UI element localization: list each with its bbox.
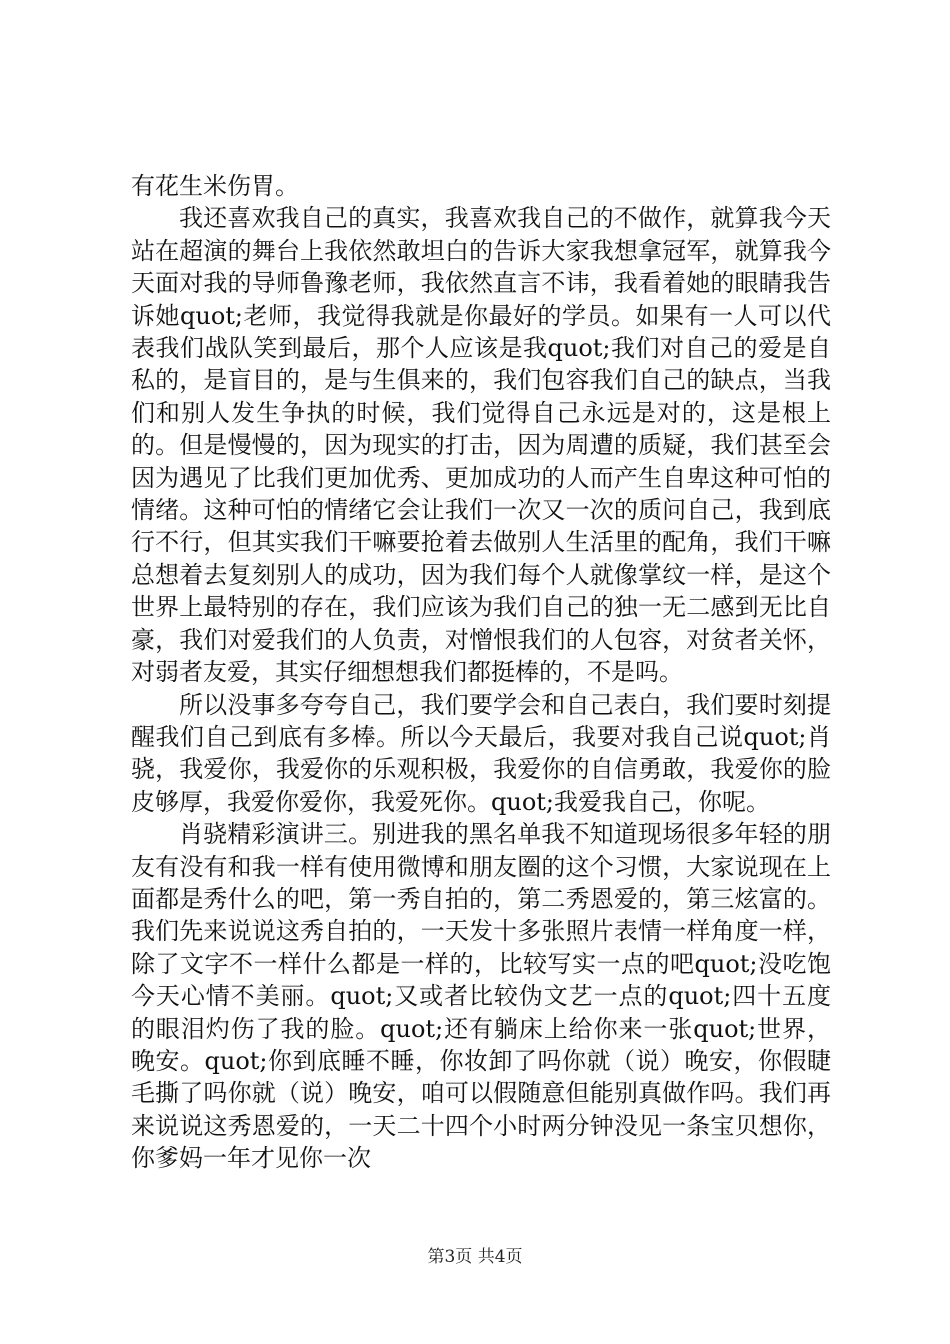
paragraph: 肖骁精彩演讲三。别进我的黑名单我不知道现场很多年轻的朋友有没有和我一样有使用微博和朋友圈的这个习惯，大家说现在上面都是秀什么的吧，第一秀自拍的，第二秀恩爱的，第三炫富的。我们先来说说这秀自拍的，一天发十多张照片表情一样角度一样，除了文字不一样什么都是一样的，比较写实一点的吧quot;没吃饱今天心情不美丽。quot;又或者比较伪文艺一点的quot;四十五度的眼泪灼伤了我的脸。quot;还有躺床上给你来一张quot;世界，晚安。quot;你到底睡不睡，你妆卸了吗你就（说）晚安，你假睫毛撕了吗你就（说）晚安，咱可以假随意但能别真做作吗。我们再来说说这秀恩爱的，一天二十四个小时两分钟没见一条宝贝想你，你爹妈一年才见你一次 <box>131 820 831 1173</box>
paragraph: 我还喜欢我自己的真实，我喜欢我自己的不做作，就算我今天站在超演的舞台上我依然敢坦白的告诉大家我想拿冠军，就算我今天面对我的导师鲁豫老师，我依然直言不讳，我看着她的眼睛我告诉她quot;老师，我觉得我就是你最好的学员。如果有一人可以代表我们战队笑到最后，那个人应该是我quot;我们对自己的爱是自私的，是盲目的，是与生俱来的，我们包容我们自己的缺点，当我们和别人发生争执的时候，我们觉得自己永远是对的，这是根上的。但是慢慢的，因为现实的打击，因为周遭的质疑，我们甚至会因为遇见了比我们更加优秀、更加成功的人而产生自卑这种可怕的情绪。这种可怕的情绪它会让我们一次又一次的质问自己，我到底行不行，但其实我们干嘛要抢着去做别人生活里的配角，我们干嘛总想着去复刻别人的成功，因为我们每个人就像掌纹一样，是这个世界上最特别的存在，我们应该为我们自己的独一无二感到无比自豪，我们对爱我们的人负责，对憎恨我们的人包容，对贫者关怀，对弱者友爱，其实仔细想想我们都挺棒的，不是吗。 <box>131 204 831 687</box>
paragraph: 有花生米伤胃。 <box>131 172 299 200</box>
paragraph: 所以没事多夸夸自己，我们要学会和自己表白，我们要时刻提醒我们自己到底有多棒。所以今天最后，我要对我自己说quot;肖骁，我爱你，我爱你的乐观积极，我爱你的自信勇敢，我爱你的脸皮够厚，我爱你爱你，我爱死你。quot;我爱我自己，你呢。 <box>131 690 831 816</box>
document-body <box>131 170 831 1175</box>
page-number-footer: 第3页 共4页 <box>427 1247 523 1267</box>
